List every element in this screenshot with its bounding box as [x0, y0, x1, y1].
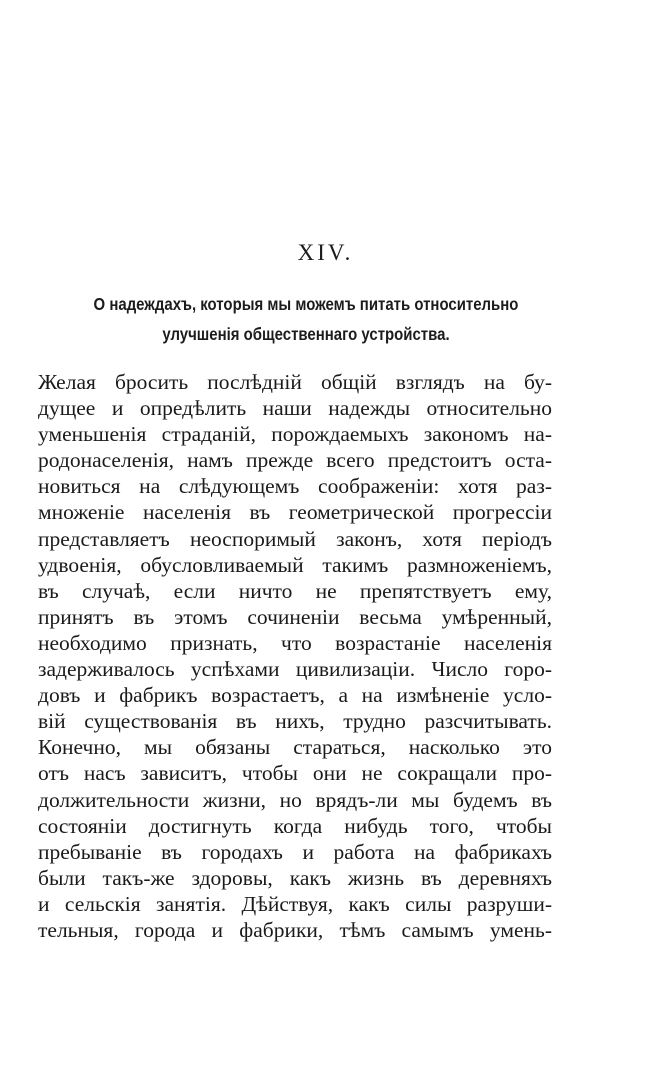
text-line: удвоенія, обусловливаемый такимъ размноженіемъ, [38, 552, 552, 577]
text-line: отъ насъ зависитъ, чтобы они не сокращали про- [38, 761, 552, 786]
text-line: родонаселенія, намъ прежде всего предстоитъ оста- [38, 448, 552, 473]
text-line: дущее и опредѣлить наши надежды относительно [38, 396, 552, 421]
text-line: Конечно, мы обязаны стараться, насколько это [38, 735, 552, 760]
text-line: новиться на слѣдующемъ соображеніи: хотя раз- [38, 474, 552, 499]
text-line: уменьшенія страданій, порождаемыхъ закономъ на- [38, 422, 552, 447]
text-line: были такъ-же здоровы, какъ жизнь въ деревняхъ [38, 865, 552, 890]
text-line: необходимо признать, что возрастаніе населенія [38, 630, 552, 655]
text-line: въ случаѣ, если ничто не препятствуетъ ему, [38, 578, 552, 603]
text-line: задерживалось успѣхами цивилизаціи. Число горо- [38, 657, 552, 682]
text-line: множеніе населенія въ геометрической прогрессіи [38, 500, 552, 525]
text-line: Желая бросить послѣдній общій взглядъ на бу- [38, 370, 552, 394]
text-line: должительности жизни, но врядъ-ли мы будемъ въ [38, 787, 552, 812]
text-line: и сельскія занятія. Дѣйствуя, какъ силы разруши- [38, 891, 552, 916]
text-line: представляетъ неоспоримый законъ, хотя періодъ [38, 526, 552, 551]
chapter-title-line: улучшенія общественнаго устройства. [162, 324, 450, 344]
text-line: довъ и фабрикъ возрастаетъ, а на измѣненіе усло- [38, 683, 552, 708]
chapter-title-line: О надеждахъ, которыя мы можемъ питать относительно [93, 294, 519, 314]
text-line: состояніи достигнуть когда нибудь того, чтобы [38, 813, 552, 838]
chapter-title [69, 289, 544, 349]
chapter-number: XIV. [297, 240, 354, 265]
body-paragraph [38, 369, 552, 943]
text-line: пребываніе въ городахъ и работа на фабрикахъ [38, 839, 552, 864]
text-line: вій существованія въ нихъ, трудно разсчитывать. [38, 709, 552, 734]
text-line: принятъ въ этомъ сочиненіи весьма умѣренный, [38, 604, 552, 629]
text-line: тельныя, города и фабрики, тѣмъ самымъ умень- [38, 917, 552, 942]
